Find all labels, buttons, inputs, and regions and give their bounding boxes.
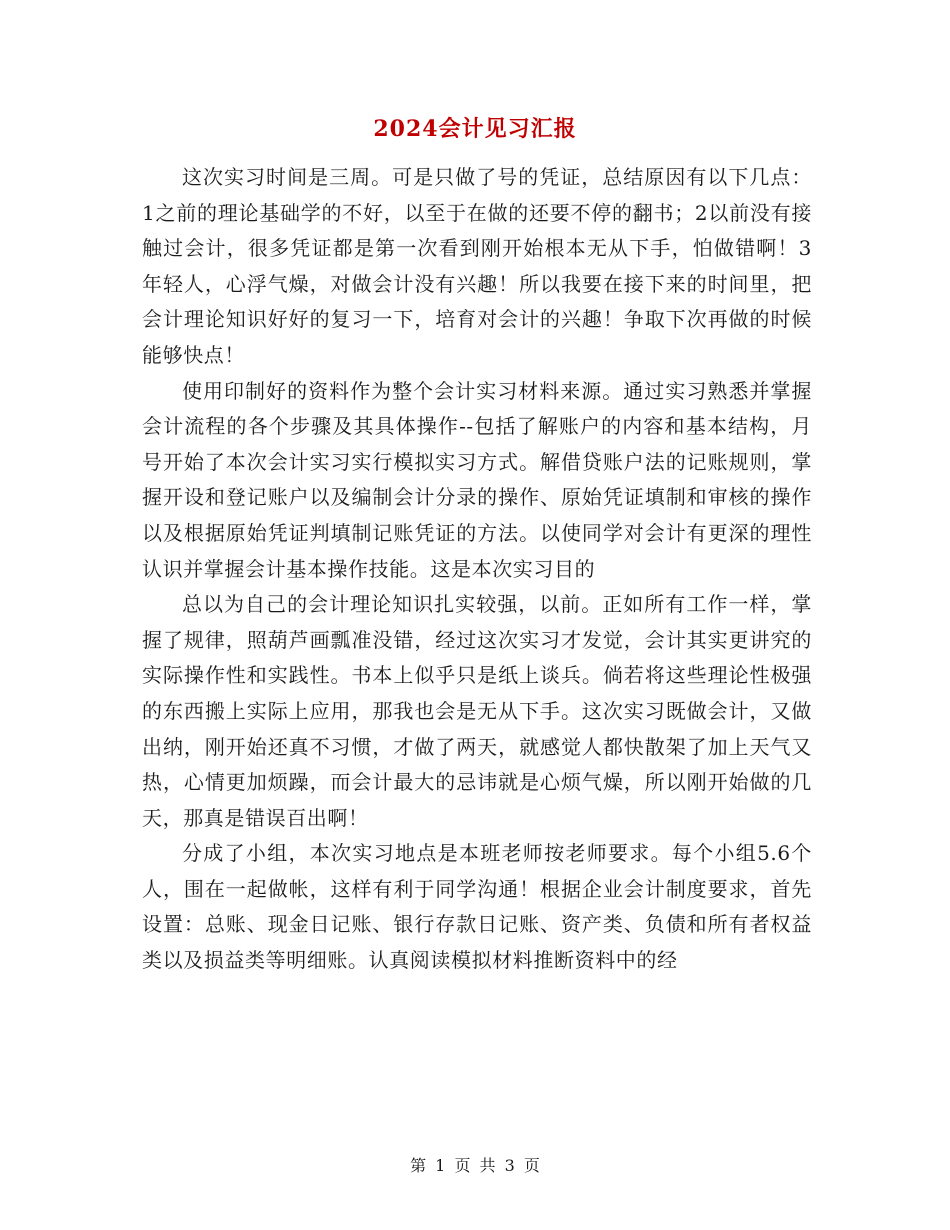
document-title: 2024会计见习汇报 (373, 116, 577, 142)
paragraph-1: 这次实习时间是三周。可是只做了号的凭证，总结原因有以下几点：1之前的理论基础学的不好，以至于在做的还要不停的翻书；2以前没有接触过会计，很多凭证都是第一次看到刚开始根本无从下手，怕做错啊！3年轻人，心浮气燥，对做会计没有兴趣！所以我要在接下来的时间里，把会计理论知识好好的复习一下，培育对会计的兴趣！争取下次再做的时候能够快点！ (142, 165, 812, 367)
paragraph-3: 总以为自己的会计理论知识扎实较强，以前。正如所有工作一样，掌握了规律，照葫芦画瓢准没错，经过这次实习才发觉，会计其实更讲究的实际操作性和实践性。书本上似乎只是纸上谈兵。倘若将这些理论性极强的东西搬上实际上应用，那我也会是无从下手。这次实习既做会计，又做出纳，刚开始还真不习惯，才做了两天，就感觉人都快散架了加上天气又热，心情更加烦躁，而会计最大的忌讳就是心烦气燥，所以刚开始做的几天，那真是错误百出啊！ (142, 592, 812, 830)
document-body (142, 160, 812, 979)
paragraph-2: 使用印制好的资料作为整个会计实习材料来源。通过实习熟悉并掌握会计流程的各个步骤及其具体操作--包括了解账户的内容和基本结构，月号开始了本次会计实习实行模拟实习方式。解借贷账户法的记账规则，掌握开设和登记账户以及编制会计分录的操作、原始凭证填制和审核的操作以及根据原始凭证判填制记账凭证的方法。以使同学对会计有更深的理性认识并掌握会计基本操作技能。这是本次实习目的 (142, 378, 812, 581)
page-footer: 第 1 页 共 3 页 (410, 1156, 540, 1175)
paragraph-4: 分成了小组，本次实习地点是本班老师按老师要求。每个小组5.6个人，围在一起做帐，这样有利于同学沟通！根据企业会计制度要求，首先设置：总账、现金日记账、银行存款日记账、资产类、负债和所有者权益类以及损益类等明细账。认真阅读模拟材料推断资料中的经 (142, 841, 812, 973)
